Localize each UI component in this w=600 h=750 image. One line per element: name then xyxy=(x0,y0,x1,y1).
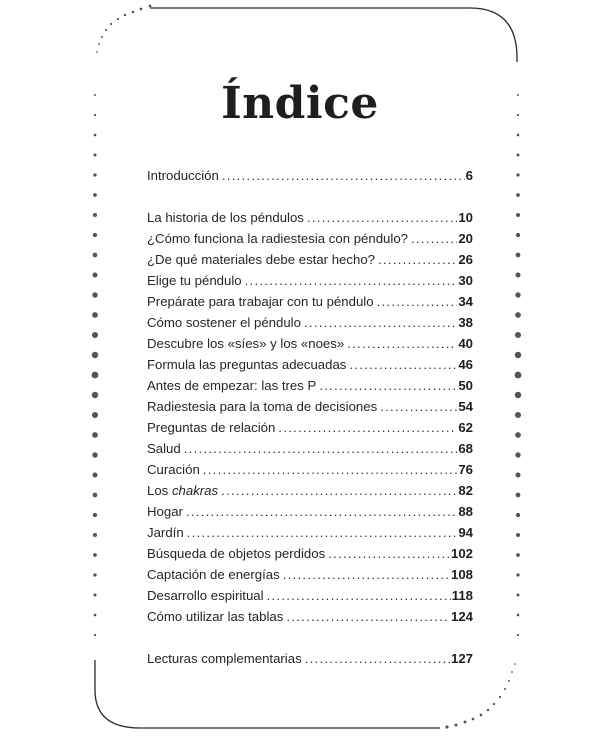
dot-leader xyxy=(328,544,450,564)
toc-entry-title-text: Descubre los «síes» y los «noes» xyxy=(147,336,345,351)
dot-leader xyxy=(222,166,465,186)
toc-entry-title xyxy=(147,355,346,375)
toc-entry[interactable] xyxy=(147,418,473,438)
toc-entry-title xyxy=(147,460,200,480)
dot-leader xyxy=(380,397,457,417)
dot-leader xyxy=(319,376,457,396)
frame-dot xyxy=(94,154,97,157)
toc-entry-page-number: 82 xyxy=(458,483,473,498)
toc-entry-title xyxy=(147,271,242,291)
toc-entry[interactable] xyxy=(147,586,473,606)
frame-bottom-curve xyxy=(95,660,440,728)
frame-top-curve xyxy=(150,8,517,62)
toc-entry-title xyxy=(147,229,408,249)
toc-entry-page-number: 94 xyxy=(458,525,473,540)
toc-entry-page-number: 50 xyxy=(458,378,473,393)
frame-dot xyxy=(516,493,521,498)
frame-dot xyxy=(93,553,97,557)
toc-entry-title-text: Introducción xyxy=(147,168,219,183)
toc-entry-title-text: Radiestesia para la toma de decisiones xyxy=(147,399,378,414)
toc-entry-page-number: 127 xyxy=(450,651,473,666)
frame-dot xyxy=(94,614,97,617)
toc-entry-title-text: ¿De qué materiales debe estar hecho? xyxy=(147,252,375,267)
toc-entry-title xyxy=(147,166,219,186)
toc-entry-title-text: Búsqueda de objetos perdidos xyxy=(147,546,326,561)
frame-dot xyxy=(92,472,97,477)
toc-entry-title-text: Preguntas de relación xyxy=(147,420,276,435)
frame-dot xyxy=(516,233,520,237)
frame-dot xyxy=(93,513,97,517)
frame-dot xyxy=(140,8,143,11)
toc-entry[interactable] xyxy=(147,439,473,459)
dot-leader xyxy=(267,586,451,606)
frame-dot xyxy=(92,432,98,438)
frame-dot xyxy=(516,513,520,517)
toc-entry-title-text: Lecturas complementarias xyxy=(147,651,302,666)
toc-entry[interactable] xyxy=(147,250,473,270)
toc-entry-page-number: 26 xyxy=(458,252,473,267)
frame-dot xyxy=(515,352,521,358)
toc-entry[interactable] xyxy=(147,523,473,543)
page-title: Índice xyxy=(221,78,379,129)
toc-entry-title xyxy=(147,586,264,606)
toc-entry-title-text: Antes de empezar: las tres P xyxy=(147,378,317,393)
toc-entry[interactable] xyxy=(147,607,473,627)
toc-entry[interactable] xyxy=(147,292,473,312)
toc-entry[interactable] xyxy=(147,376,473,396)
toc-entry[interactable] xyxy=(147,313,473,333)
toc-entry-title xyxy=(147,292,374,312)
toc-entry-title xyxy=(147,523,184,543)
frame-dot xyxy=(504,688,506,690)
frame-dot xyxy=(515,272,520,277)
frame-dot xyxy=(105,29,107,31)
dot-leader xyxy=(347,334,457,354)
frame-dot xyxy=(514,663,516,665)
toc-entry-title xyxy=(147,544,325,564)
toc-entry-page-number: 46 xyxy=(458,357,473,372)
frame-dot xyxy=(517,134,520,137)
dot-leader xyxy=(411,229,457,249)
toc-entry-title xyxy=(147,607,283,627)
dot-leader xyxy=(307,208,457,228)
dot-leader xyxy=(304,313,457,333)
toc-entry-page-number: 20 xyxy=(458,231,473,246)
toc-entry-title-text: Prepárate para trabajar con tu péndulo xyxy=(147,294,374,309)
frame-dot xyxy=(445,725,448,728)
toc-entry[interactable] xyxy=(147,271,473,291)
toc-entry-page-number: 6 xyxy=(465,168,473,183)
frame-dot xyxy=(515,292,520,297)
toc-entry[interactable] xyxy=(147,334,473,354)
frame-dot xyxy=(124,14,126,16)
toc-entry-title xyxy=(147,313,301,333)
frame-dot xyxy=(480,714,483,717)
toc-entry-title-text: La historia de los péndulos xyxy=(147,210,304,225)
toc-entry-page-number: 34 xyxy=(458,294,473,309)
toc-entry-page-number: 76 xyxy=(458,462,473,477)
frame-dot xyxy=(93,533,97,537)
frame-dot xyxy=(149,5,152,8)
frame-dot xyxy=(94,634,96,636)
frame-dot xyxy=(517,634,519,636)
frame-dot xyxy=(117,18,119,20)
dot-leader xyxy=(245,271,458,291)
frame-dot xyxy=(515,432,521,438)
frame-dot xyxy=(464,721,467,724)
toc-entry-page-number: 10 xyxy=(458,210,473,225)
frame-dot xyxy=(94,594,97,597)
dot-leader xyxy=(184,439,458,459)
toc-entry-page-number: 62 xyxy=(458,420,473,435)
toc-entry[interactable] xyxy=(147,649,473,669)
toc-entry-title-text: Elige tu péndulo xyxy=(147,273,242,288)
frame-dot xyxy=(110,23,112,25)
toc-entry-title-text: Desarrollo espiritual xyxy=(147,588,264,603)
toc-entry-title xyxy=(147,397,377,417)
toc-entry-title-text: Hogar xyxy=(147,504,183,519)
toc-entry-title-text: Formula las preguntas adecuadas xyxy=(147,357,347,372)
toc-entry-page-number: 124 xyxy=(450,609,473,624)
frame-dot xyxy=(516,173,519,176)
frame-dot xyxy=(515,372,522,379)
frame-dot xyxy=(93,253,98,258)
dot-leader xyxy=(378,250,457,270)
toc-entry[interactable] xyxy=(147,208,473,228)
frame-dot xyxy=(92,452,97,457)
toc-entry[interactable] xyxy=(147,229,473,249)
frame-dot xyxy=(472,718,475,721)
toc-entry-title xyxy=(147,418,275,438)
toc-entry[interactable] xyxy=(147,166,473,186)
frame-dot xyxy=(94,134,97,137)
frame-dot xyxy=(516,213,520,217)
toc-entry-page-number: 108 xyxy=(450,567,473,582)
toc-entry-title-text: Cómo sostener el péndulo xyxy=(147,315,301,330)
frame-dot xyxy=(92,272,97,277)
frame-dot xyxy=(92,392,98,398)
frame-dot xyxy=(499,696,501,698)
frame-dot xyxy=(487,709,490,712)
frame-dot xyxy=(98,43,100,45)
toc-entry-title xyxy=(147,649,302,669)
toc-entry-page-number: 54 xyxy=(458,399,473,414)
frame-dot xyxy=(515,472,520,477)
dot-leader xyxy=(278,418,457,438)
toc-entry-title-text: Salud xyxy=(147,441,181,456)
frame-dot xyxy=(93,173,96,176)
frame-dot xyxy=(515,412,521,418)
frame-dot xyxy=(515,312,521,318)
toc-entry-title xyxy=(147,481,218,501)
frame-dot xyxy=(96,51,98,53)
toc-entry[interactable] xyxy=(147,565,473,585)
frame-dot xyxy=(515,452,520,457)
frame-dot xyxy=(515,392,521,398)
toc-entry-page-number: 40 xyxy=(458,336,473,351)
toc-entry-page-number: 68 xyxy=(458,441,473,456)
frame-dot xyxy=(511,671,513,673)
frame-dot xyxy=(92,372,99,379)
toc-entry-title-text: Curación xyxy=(147,462,200,477)
toc-entry-title xyxy=(147,565,280,585)
dot-leader xyxy=(305,649,450,669)
toc-entry-page-number: 118 xyxy=(451,588,473,603)
toc-entry-page-number: 38 xyxy=(458,315,473,330)
toc-entry[interactable] xyxy=(147,355,473,375)
frame-dot xyxy=(516,573,519,576)
toc-entry-title-text: ¿Cómo funciona la radiestesia con péndulo? xyxy=(147,231,408,246)
dot-leader xyxy=(377,292,458,312)
toc-entry[interactable] xyxy=(147,502,473,522)
frame-dot xyxy=(508,680,510,682)
frame-dot xyxy=(93,193,97,197)
toc-entry-title-text: Captación de energías xyxy=(147,567,280,582)
frame-dot xyxy=(92,332,98,338)
dot-leader xyxy=(203,460,458,480)
frame-dot xyxy=(516,533,520,537)
frame-dot xyxy=(517,594,520,597)
toc-entry[interactable] xyxy=(147,460,473,480)
frame-dot xyxy=(516,253,521,258)
frame-dot xyxy=(92,312,98,318)
dot-leader xyxy=(187,523,458,543)
toc-entry-title xyxy=(147,250,375,270)
frame-dot xyxy=(516,193,520,197)
frame-dot xyxy=(93,493,98,498)
toc-entry-page-number: 102 xyxy=(450,546,473,561)
toc-entry-title xyxy=(147,208,304,228)
frame-dot xyxy=(101,36,103,38)
dot-leader xyxy=(283,565,450,585)
toc-entry-title xyxy=(147,439,181,459)
toc-entry[interactable] xyxy=(147,481,473,501)
toc-entry-title-text: Jardín xyxy=(147,525,184,540)
toc-entry-page-number: 30 xyxy=(458,273,473,288)
toc-entry[interactable] xyxy=(147,544,473,564)
frame-dot xyxy=(93,213,97,217)
frame-dot xyxy=(93,233,97,237)
toc-entry-title xyxy=(147,502,183,522)
toc-entry-title xyxy=(147,334,344,354)
frame-dot xyxy=(516,553,520,557)
dot-leader xyxy=(186,502,457,522)
frame-dot xyxy=(517,614,520,617)
toc-entry-title-text: Los xyxy=(147,483,172,498)
dot-leader xyxy=(221,481,457,501)
toc-entry-title-text: Cómo utilizar las tablas xyxy=(147,609,284,624)
frame-dot xyxy=(132,11,135,14)
frame-dot xyxy=(93,573,96,576)
frame-dot xyxy=(493,703,495,705)
frame-dot xyxy=(92,292,97,297)
frame-dot xyxy=(515,332,521,338)
dot-leader xyxy=(349,355,457,375)
toc-entry-title-italic: chakras xyxy=(171,483,219,498)
frame-dot xyxy=(454,723,457,726)
dot-leader xyxy=(286,607,450,627)
toc-entry-page-number: 88 xyxy=(458,504,473,519)
frame-dot xyxy=(92,352,98,358)
toc-entry-title xyxy=(147,376,316,396)
frame-dot xyxy=(92,412,98,418)
frame-dot xyxy=(517,154,520,157)
toc-entry[interactable] xyxy=(147,397,473,417)
